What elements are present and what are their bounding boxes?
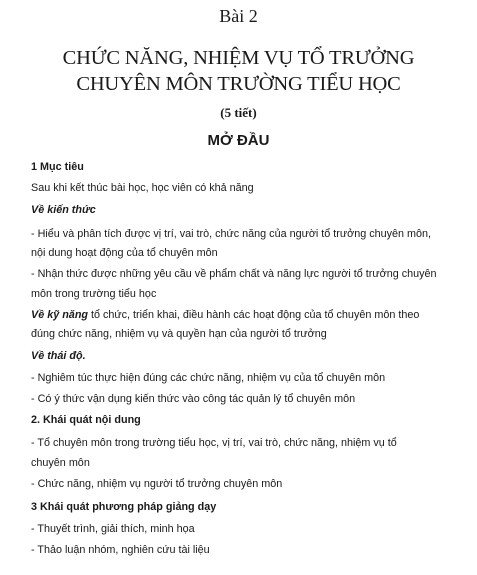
objectives-intro: Sau khi kết thúc bài học, học viên có khả năng [31, 182, 254, 194]
duration: (5 tiết) [220, 105, 257, 120]
skills-text: tổ chức, triển khai, điều hành các hoạt động của tổ chuyên môn theo [91, 309, 420, 321]
attitude-item-1: - Nghiêm túc thực hiện đúng các chức năng, nhiệm vụ của tổ chuyên môn [31, 372, 386, 384]
content-item-2: - Chức năng, nhiệm vụ người tổ trưởng chuyên môn [31, 478, 283, 490]
content-item-1-line-1: - Tổ chuyên môn trong trường tiểu học, vị trí, vai trò, chức năng, nhiệm vụ tổ [31, 437, 397, 449]
attitude-item-2: - Có ý thức vận dụng kiến thức vào công tác quản lý tổ chuyên môn [31, 393, 356, 405]
knowledge-item-2-line-1: - Nhận thức được những yêu cầu về phẩm chất và năng lực người tổ trưởng chuyên [31, 268, 437, 280]
content-item-1-line-2: chuyên môn [31, 457, 90, 469]
intro-heading: MỞ ĐẦU [207, 132, 270, 149]
lesson-label: Bài 2 [219, 6, 258, 26]
method-item-1: - Thuyết trình, giải thích, minh họa [31, 523, 195, 535]
knowledge-item-1-line-2: nội dung hoạt động của tổ chuyên môn [31, 247, 218, 259]
skills-label: Về kỹ năng [31, 309, 89, 321]
knowledge-heading: Về kiến thức [31, 204, 96, 216]
title-line-2: CHUYÊN MÔN TRƯỜNG TIỂU HỌC [76, 73, 401, 95]
section-heading-methods: 3 Khái quát phương pháp giảng dạy [31, 501, 217, 513]
attitude-heading: Về thái độ. [31, 350, 86, 362]
section-heading-objectives: 1 Mục tiêu [31, 161, 84, 173]
skills-line-2: đúng chức năng, nhiệm vụ và quyền hạn của người tổ trưởng [31, 328, 327, 340]
knowledge-item-2-line-2: môn trong trường tiểu học [31, 288, 157, 300]
title-line-1: CHỨC NĂNG, NHIỆM VỤ TỔ TRƯỞNG [62, 47, 415, 69]
method-item-2: - Thảo luận nhóm, nghiên cứu tài liệu [31, 544, 210, 556]
skills-line-1 [31, 308, 463, 322]
section-heading-content: 2. Khái quát nội dung [31, 414, 141, 426]
knowledge-item-1-line-1: - Hiểu và phân tích được vị trí, vai trò, chức năng của người tổ trưởng chuyên môn, [31, 228, 432, 240]
